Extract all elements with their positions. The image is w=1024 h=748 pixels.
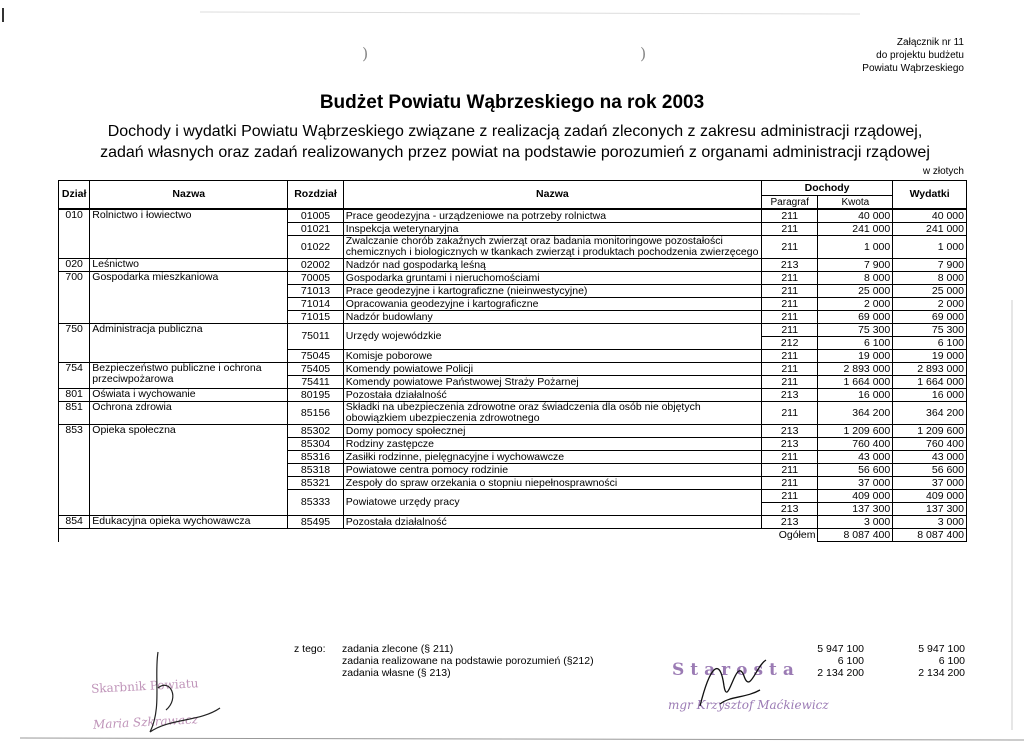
cell-nazwa: Domy pomocy społecznej (343, 425, 761, 438)
cell-nazwa: Komendy powiatowe Państwowej Straży Pożarnej (343, 376, 761, 389)
cell-dzial-nazwa: Opieka społeczna (90, 425, 288, 516)
cell-kwota: 241 000 (818, 223, 893, 236)
treasurer-stamp-line: Skarbnik Powiatu (90, 676, 199, 696)
cell-nazwa: Nadzór nad gospodarką leśną (343, 259, 761, 272)
cell-rozdzial: 70005 (288, 272, 344, 285)
cell-dzial-nazwa: Bezpieczeństwo publiczne i ochrona przeciwpożarowa (90, 363, 288, 389)
column-header-dochody: Dochody (761, 181, 892, 196)
cell-dzial: 754 (59, 363, 90, 389)
cell-nazwa: Zespoły do spraw orzekania o stopniu niepełnosprawności (343, 477, 761, 490)
table-row (59, 259, 967, 272)
cell-wydatki: 69 000 (893, 311, 967, 324)
summary-item-label: zadania realizowane na podstawie porozumień (§212) (342, 655, 594, 667)
cell-rozdzial: 85495 (288, 516, 344, 529)
cell-dzial-nazwa: Edukacyjna opieka wychowawcza (90, 516, 288, 529)
cell-kwota: 1 000 (818, 236, 893, 259)
cell-nazwa: Powiatowe urzędy pracy (343, 490, 761, 516)
cell-dzial: 853 (59, 425, 90, 516)
currency-unit: w złotych (922, 166, 964, 177)
cell-paragraf: 211 (761, 477, 818, 490)
table-row (59, 516, 967, 529)
column-header-kwota: Kwota (818, 196, 893, 210)
cell-wydatki: 6 100 (893, 337, 967, 350)
cell-paragraf: 211 (761, 209, 818, 223)
cell-kwota: 3 000 (818, 516, 893, 529)
document-title: Budżet Powiatu Wąbrzeskiego na rok 2003 (319, 92, 705, 113)
cell-kwota: 364 200 (818, 402, 893, 425)
column-header-nazwa: Nazwa (90, 181, 288, 210)
cell-kwota: 2 893 000 (818, 363, 893, 376)
cell-wydatki: 37 000 (893, 477, 967, 490)
cell-dzial-nazwa: Oświata i wychowanie (90, 389, 288, 402)
cell-rozdzial: 85321 (288, 477, 344, 490)
cell-paragraf: 213 (761, 389, 818, 402)
summary-item-wydatki: 5 947 100 (918, 643, 965, 655)
cell-nazwa: Pozostała działalność (343, 516, 761, 529)
cell-rozdzial: 71014 (288, 298, 344, 311)
punch-hole-mark: ) (362, 44, 369, 63)
annex-line: Powiatu Wąbrzeskiego (862, 63, 964, 74)
table-row (59, 402, 967, 425)
cell-kwota: 56 600 (818, 464, 893, 477)
cell-paragraf: 211 (761, 464, 818, 477)
cell-rozdzial: 02002 (288, 259, 344, 272)
cell-paragraf: 213 (761, 425, 818, 438)
cell-rozdzial: 80195 (288, 389, 344, 402)
cell-nazwa: Prace geodezyjne i kartograficzne (nieinwestycyjne) (343, 285, 761, 298)
cell-wydatki: 16 000 (893, 389, 967, 402)
cell-rozdzial: 71013 (288, 285, 344, 298)
cell-nazwa: Komisje poborowe (343, 350, 761, 363)
document-subtitle (60, 121, 970, 163)
cell-kwota: 8 000 (818, 272, 893, 285)
cell-rozdzial: 71015 (288, 311, 344, 324)
cell-kwota: 40 000 (818, 209, 893, 223)
cell-dzial: 854 (59, 516, 90, 529)
cell-paragraf: 211 (761, 402, 818, 425)
cell-kwota: 37 000 (818, 477, 893, 490)
cell-kwota: 69 000 (818, 311, 893, 324)
cell-kwota: 2 000 (818, 298, 893, 311)
annex-line: do projektu budżetu (876, 50, 964, 61)
annex-note (862, 36, 964, 75)
total-row (59, 529, 967, 542)
cell-wydatki: 43 000 (893, 451, 967, 464)
cell-paragraf: 211 (761, 223, 818, 236)
cell-dzial: 750 (59, 324, 90, 363)
cell-dzial: 700 (59, 272, 90, 324)
treasurer-stamp-name: Maria Szkrawacz (92, 712, 199, 732)
summary-item-kwota: 5 947 100 (817, 643, 864, 655)
cell-paragraf: 211 (761, 363, 818, 376)
cell-wydatki: 1 209 600 (893, 425, 967, 438)
cell-nazwa: Komendy powiatowe Policji (343, 363, 761, 376)
total-label: Ogółem (59, 529, 818, 542)
cell-dzial-nazwa: Administracja publiczna (90, 324, 288, 363)
cell-kwota: 1 209 600 (818, 425, 893, 438)
cell-rozdzial: 75045 (288, 350, 344, 363)
cell-nazwa: Urzędy wojewódzkie (343, 324, 761, 350)
cell-wydatki: 760 400 (893, 438, 967, 451)
cell-paragraf: 211 (761, 376, 818, 389)
cell-wydatki: 40 000 (893, 209, 967, 223)
cell-kwota: 75 300 (818, 324, 893, 337)
cell-rozdzial: 85304 (288, 438, 344, 451)
cell-paragraf: 212 (761, 337, 818, 350)
column-header-wydatki: Wydatki (893, 181, 967, 210)
cell-dzial: 851 (59, 402, 90, 425)
table-row (59, 389, 967, 402)
cell-kwota: 760 400 (818, 438, 893, 451)
cell-paragraf: 211 (761, 490, 818, 503)
cell-wydatki: 1 000 (893, 236, 967, 259)
cell-rozdzial: 01022 (288, 236, 344, 259)
table-row (59, 363, 967, 376)
cell-kwota: 137 300 (818, 503, 893, 516)
cell-nazwa: Zwalczanie chorób zakaźnych zwierząt oraz badania monitoringowe pozostałości chemicznych i biologicznych w tkankach zwierząt i produktach pochodzenia zwierzęcego (343, 236, 761, 259)
cell-paragraf: 211 (761, 236, 818, 259)
cell-rozdzial: 85302 (288, 425, 344, 438)
summary-item-kwota: 6 100 (837, 655, 864, 667)
cell-paragraf: 211 (761, 272, 818, 285)
cell-rozdzial: 85316 (288, 451, 344, 464)
summary-item-label: zadania zlecone (§ 211) (342, 643, 454, 655)
annex-line: Załącznik nr 11 (896, 37, 964, 48)
cell-wydatki: 19 000 (893, 350, 967, 363)
summary-item-wydatki: 2 134 200 (918, 667, 965, 679)
cell-paragraf: 213 (761, 438, 818, 451)
table-row (59, 425, 967, 438)
column-header-paragraf: Paragraf (761, 196, 818, 210)
cell-nazwa: Inspekcja weterynaryjna (343, 223, 761, 236)
cell-rozdzial: 75411 (288, 376, 344, 389)
cell-kwota: 25 000 (818, 285, 893, 298)
cell-nazwa: Pozostała działalność (343, 389, 761, 402)
subtitle-line: Dochody i wydatki Powiatu Wąbrzeskiego związane z realizacją zadań zleconych z zakresu administracji rządowej, (107, 123, 923, 140)
total-kwota: 8 087 400 (818, 529, 893, 542)
cell-wydatki: 56 600 (893, 464, 967, 477)
total-wydatki: 8 087 400 (893, 529, 967, 542)
cell-nazwa: Nadzór budowlany (343, 311, 761, 324)
table-row (59, 324, 967, 337)
cell-dzial: 801 (59, 389, 90, 402)
summary-item-kwota: 2 134 200 (817, 667, 864, 679)
cell-dzial-nazwa: Ochrona zdrowia (90, 402, 288, 425)
cell-rozdzial: 01021 (288, 223, 344, 236)
cell-kwota: 19 000 (818, 350, 893, 363)
starosta-stamp: Starosta (672, 660, 800, 680)
summary-label: z tego: (294, 643, 326, 655)
cell-kwota: 16 000 (818, 389, 893, 402)
cell-wydatki: 75 300 (893, 324, 967, 337)
cell-wydatki: 2 000 (893, 298, 967, 311)
cell-paragraf: 213 (761, 259, 818, 272)
cell-wydatki: 7 900 (893, 259, 967, 272)
subtitle-line: zadań własnych oraz zadań realizowanych przez powiat na podstawie porozumień z organami administracji rządowej (100, 144, 930, 161)
treasurer-stamp (90, 665, 201, 743)
cell-kwota: 43 000 (818, 451, 893, 464)
cell-nazwa: Składki na ubezpieczenia zdrowotne oraz świadczenia dla osób nie objętych obowiązkiem ubezpieczenia zdrowotnego (343, 402, 761, 425)
table-row (59, 272, 967, 285)
cell-kwota: 7 900 (818, 259, 893, 272)
cell-rozdzial: 75405 (288, 363, 344, 376)
cell-kwota: 1 664 000 (818, 376, 893, 389)
cell-wydatki: 409 000 (893, 490, 967, 503)
cell-wydatki: 2 893 000 (893, 363, 967, 376)
cell-wydatki: 137 300 (893, 503, 967, 516)
cell-paragraf: 211 (761, 451, 818, 464)
cell-wydatki: 364 200 (893, 402, 967, 425)
cell-kwota: 409 000 (818, 490, 893, 503)
cell-paragraf: 213 (761, 503, 818, 516)
cell-nazwa: Opracowania geodezyjne i kartograficzne (343, 298, 761, 311)
cell-paragraf: 213 (761, 516, 818, 529)
cell-rozdzial: 85318 (288, 464, 344, 477)
cell-dzial-nazwa: Leśnictwo (90, 259, 288, 272)
cell-nazwa: Rodziny zastępcze (343, 438, 761, 451)
cell-dzial-nazwa: Gospodarka mieszkaniowa (90, 272, 288, 324)
table-row (59, 209, 967, 223)
cell-nazwa: Zasiłki rodzinne, pielęgnacyjne i wychowawcze (343, 451, 761, 464)
cell-nazwa: Powiatowe centra pomocy rodzinie (343, 464, 761, 477)
cell-nazwa: Prace geodezyjna - urządzeniowe na potrzeby rolnictwa (343, 209, 761, 223)
cell-paragraf: 211 (761, 350, 818, 363)
cell-wydatki: 241 000 (893, 223, 967, 236)
cell-paragraf: 211 (761, 324, 818, 337)
cell-rozdzial: 75011 (288, 324, 344, 350)
summary-item-label: zadania własne (§ 213) (342, 667, 451, 679)
starosta-stamp-name: mgr Krzysztof Maćkiewicz (668, 698, 829, 712)
column-header-dzial: Dział (59, 181, 90, 210)
cell-rozdzial: 85333 (288, 490, 344, 516)
cell-rozdzial: 85156 (288, 402, 344, 425)
cell-wydatki: 8 000 (893, 272, 967, 285)
cell-dzial: 020 (59, 259, 90, 272)
cell-wydatki: 1 664 000 (893, 376, 967, 389)
cell-dzial: 010 (59, 209, 90, 259)
column-header-nazwa-rozdzialu: Nazwa (343, 181, 761, 210)
cell-dzial-nazwa: Rolnictwo i łowiectwo (90, 209, 288, 259)
cell-paragraf: 211 (761, 311, 818, 324)
budget-table (58, 180, 967, 542)
cell-wydatki: 25 000 (893, 285, 967, 298)
cell-kwota: 6 100 (818, 337, 893, 350)
column-header-rozdzial: Rozdział (288, 181, 344, 210)
cell-paragraf: 211 (761, 298, 818, 311)
cell-wydatki: 3 000 (893, 516, 967, 529)
cell-paragraf: 211 (761, 285, 818, 298)
cell-nazwa: Gospodarka gruntami i nieruchomościami (343, 272, 761, 285)
cell-rozdzial: 01005 (288, 209, 344, 223)
summary-item-wydatki: 6 100 (938, 655, 965, 667)
punch-hole-mark: ) (640, 44, 647, 63)
